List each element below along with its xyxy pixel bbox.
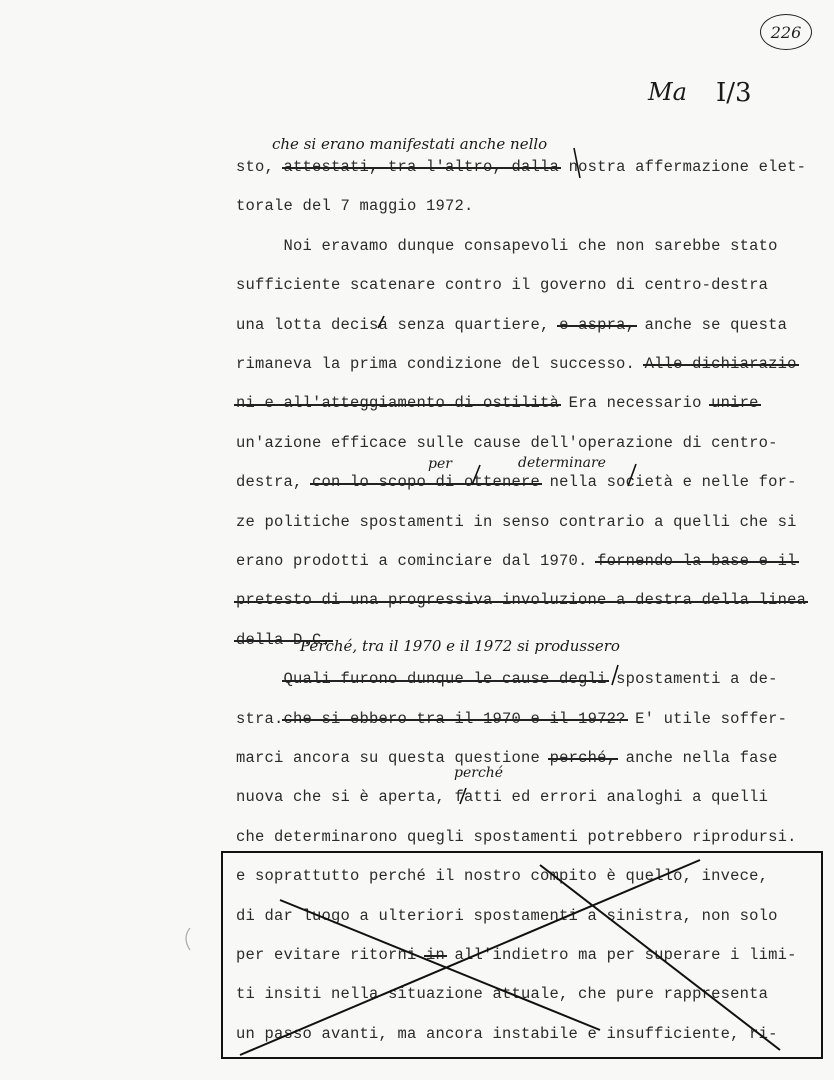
struck-text: della D.C. — [236, 630, 332, 649]
page-number: 226 — [770, 22, 802, 42]
line-text: una lotta decisa — [236, 315, 398, 334]
struck-text: Alle dichiarazio — [644, 355, 797, 373]
line-text: senza quartiere, — [397, 315, 560, 334]
line-text: erano prodotti a cominciare dal 1970. — [236, 552, 598, 570]
line-text: nella società e nelle for- — [540, 473, 797, 492]
struck-text: che si ebbero tra il 1970 e il 1972? — [283, 709, 626, 728]
line-text: marci ancora su questa questione — [236, 749, 550, 767]
line-text: e soprattutto perché il nostro compito è quello, invece, — [236, 867, 769, 886]
line-text: anche se questa — [635, 315, 788, 334]
cancel-cross-2 — [540, 865, 780, 1050]
struck-text: attestati, tra l'altro, dalla — [283, 158, 560, 176]
line-text: Era necessario — [559, 394, 712, 413]
folio-number: I/3 — [716, 78, 752, 108]
struck-text: ni e all'atteggiamento di ostilità — [236, 394, 560, 413]
line-text: per evitare ritorni — [236, 946, 427, 964]
caret-mark — [574, 148, 580, 178]
struck-text: e aspra, — [559, 315, 636, 334]
line-text: rimaneva la prima condizione del successo. — [236, 355, 645, 373]
line-text: ti insiti nella situazione attuale, che pure rappresenta — [236, 985, 769, 1004]
line-text: torale del 7 maggio 1972. — [236, 197, 474, 216]
line-text: un passo avanti, ma ancora instabile e insufficiente, ri- — [236, 1024, 778, 1043]
line-text: sto, — [236, 158, 284, 176]
line-text: un'azione efficace sulle cause dell'operazione di centro- — [236, 433, 778, 452]
struck-text: perché, — [549, 749, 617, 767]
line-text: sufficiente scatenare contro il governo di centro-destra — [236, 276, 769, 295]
handwritten-insert-line1: che si erano manifestati anche nello — [272, 135, 548, 153]
handwritten-insert-perche-tra: Perché, tra il 1970 e il 1972 si produssero — [300, 637, 620, 655]
cancel-cross-3 — [280, 900, 600, 1030]
folio-prefix: Ma — [648, 78, 687, 106]
handwritten-insert-perche: perché — [454, 765, 504, 781]
line-text: stra. — [236, 709, 284, 728]
line-text: Noi eravamo dunque consapevoli che non sarebbe stato — [236, 236, 778, 255]
line-text: di dar luogo a ulteriori spostamenti a sinistra, non solo — [236, 906, 778, 925]
caret-mark — [612, 665, 618, 685]
line-text: nuova che si è aperta, — [236, 788, 455, 807]
line-text: E' utile soffer- — [625, 709, 788, 728]
margin-bracket — [186, 928, 190, 950]
struck-text: pretesto di una progressiva involuzione a destra della linea — [236, 591, 807, 610]
caret-mark — [378, 316, 384, 328]
cancel-cross-1 — [240, 860, 700, 1055]
caret-mark — [472, 465, 480, 485]
line-text: fatti ed errori analoghi a quelli — [454, 788, 769, 807]
handwritten-insert-determinare: determinare — [518, 455, 606, 471]
struck-text: in — [426, 946, 446, 964]
struck-text: fornendo la base e il — [597, 552, 797, 570]
line-text: che determinarono quegli spostamenti potrebbero riprodursi. — [236, 827, 797, 846]
handwritten-insert-per: per — [428, 456, 452, 472]
line-text: all'indietro ma per superare i limi- — [445, 946, 797, 964]
line-text: ze politiche spostamenti in senso contrario a quelli che si — [236, 512, 797, 531]
line-text: nostra affermazione elet- — [559, 158, 807, 176]
struck-text: Quali furono dunque le cause degli — [283, 670, 607, 689]
line-text: destra, — [236, 473, 313, 492]
line-text: spostamenti a de- — [606, 670, 778, 689]
line-text: anche nella fase — [616, 749, 778, 767]
cancel-box — [222, 852, 822, 1058]
caret-mark — [628, 464, 636, 486]
struck-text: unire — [711, 394, 759, 413]
struck-text: con lo scopo di ottenere — [312, 473, 541, 492]
caret-mark — [460, 788, 466, 804]
